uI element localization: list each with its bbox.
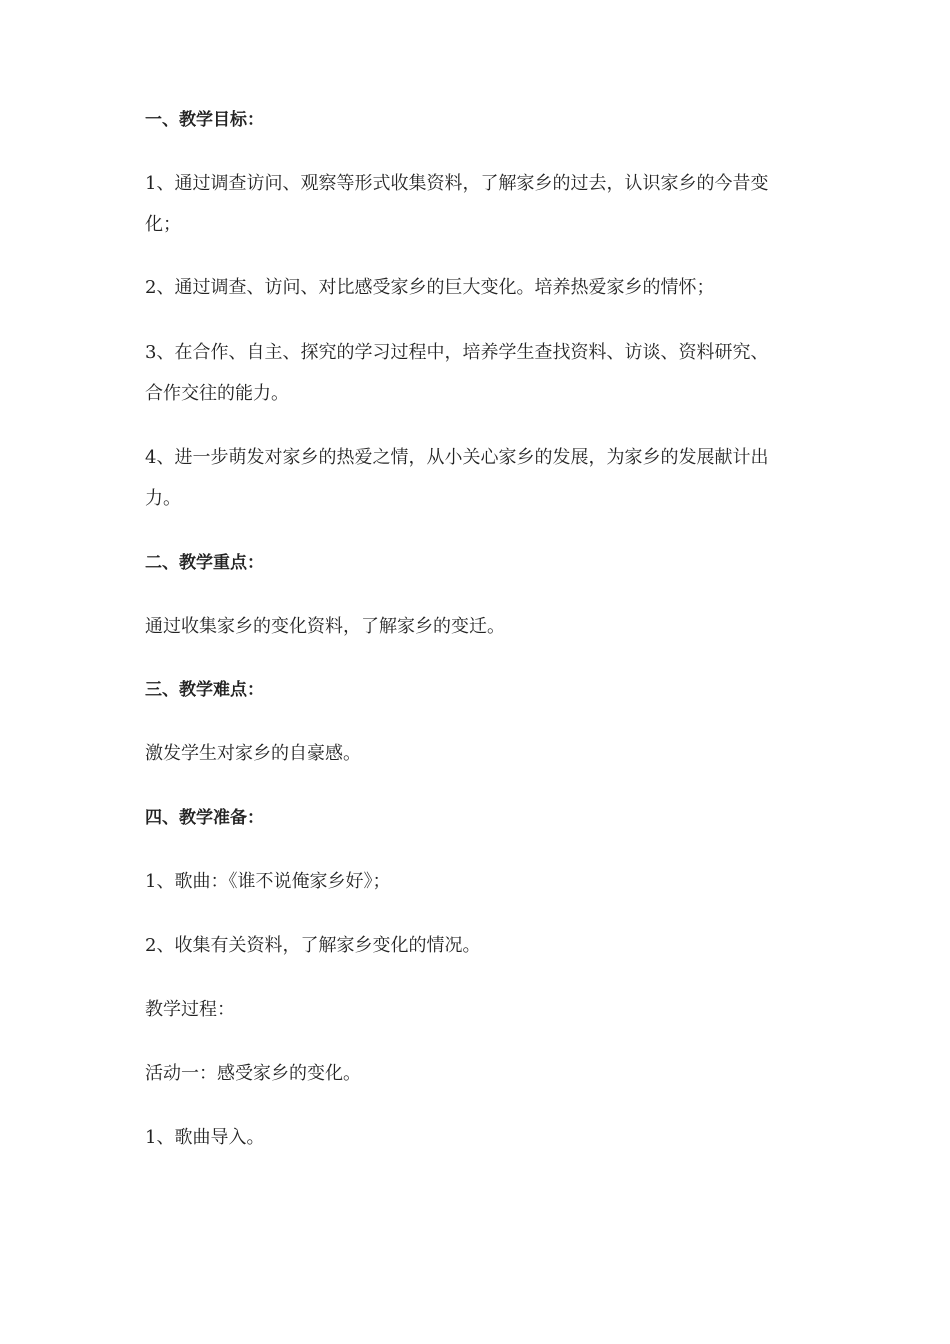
section-heading-preparation: 四、教学准备： — [145, 808, 264, 828]
section-heading-key-points: 二、教学重点： — [145, 553, 264, 573]
preparation-item-2: 2、收集有关资料，了解家乡变化的情况。 — [145, 935, 481, 956]
objective-line-2: 2、通过调查、访问、对比感受家乡的巨大变化。培养热爱家乡的情怀； — [145, 277, 715, 298]
objective-line-4: 4、进一步萌发对家乡的热爱之情，从小关心家乡的发展，为家乡的发展献计出 — [145, 447, 769, 468]
objective-line-1: 1、通过调查访问、观察等形式收集资料，了解家乡的过去，认识家乡的今昔变 — [145, 173, 769, 194]
activity-one: 活动一：感受家乡的变化。 — [145, 1063, 361, 1084]
section-heading-objectives: 一、教学目标： — [145, 110, 264, 130]
process-step-1: 1、歌曲导入。 — [145, 1127, 265, 1148]
process-heading: 教学过程： — [145, 999, 235, 1020]
preparation-item-1: 1、歌曲：《谁不说俺家乡好》； — [145, 871, 391, 892]
objective-line-3: 3、在合作、自主、探究的学习过程中，培养学生查找资料、访谈、资料研究、 — [145, 342, 769, 363]
objective-line-3-cont: 合作交往的能力。 — [145, 383, 289, 404]
objective-line-4-cont: 力。 — [145, 488, 181, 509]
section-heading-difficulties: 三、教学难点： — [145, 680, 264, 700]
key-points-text: 通过收集家乡的变化资料，了解家乡的变迁。 — [145, 616, 505, 637]
objective-line-1-cont: 化； — [145, 214, 181, 235]
difficulties-text: 激发学生对家乡的自豪感。 — [145, 743, 361, 764]
